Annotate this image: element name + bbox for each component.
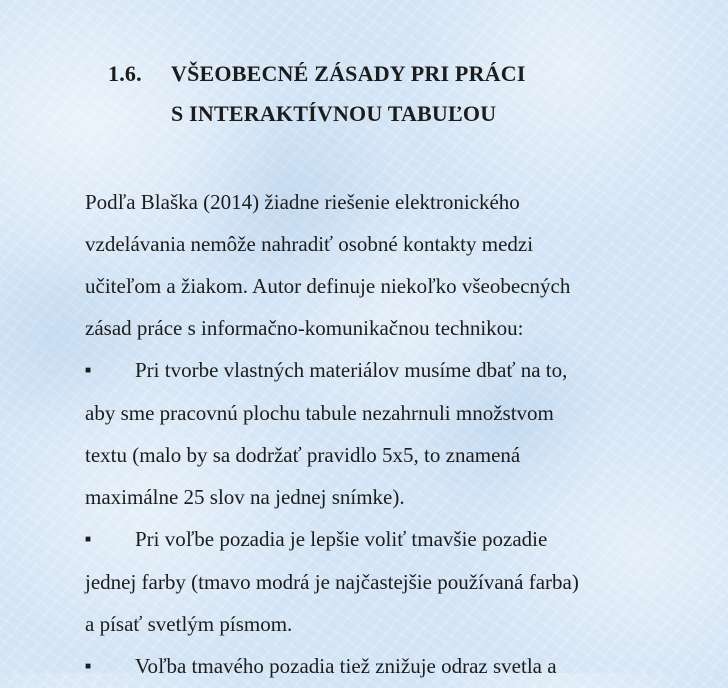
heading-line-1 [108,54,526,94]
section-heading [108,54,526,134]
section-number: 1.6. [108,61,142,86]
text-line: Podľa Blaška (2014) žiadne riešenie elektronického [85,190,520,214]
bullet-square-icon: ■ [85,661,92,672]
text-line: vzdelávania nemôže nahradiť osobné kontakty medzi [85,232,534,256]
text-line: maximálne 25 slov na jednej snímke). [85,485,405,509]
text-line: učiteľom a žiakom. Autor definuje niekoľko všeobecných [85,274,571,298]
text-line: aby sme pracovnú plochu tabule nezahrnuli množstvom [85,401,554,425]
bullet-text: Pri tvorbe vlastných materiálov musíme dbať na to, [135,358,568,382]
text-line: zásad práce s informačno-komunikačnou technikou: [85,316,524,340]
body-text [85,181,685,688]
text-line: textu (malo by sa dodržať pravidlo 5x5, to znamená [85,443,521,467]
bullet-text: Voľba tmavého pozadia tiež znižuje odraz svetla a [135,654,557,678]
bullet-item-3 [85,645,685,688]
heading-title-line-1: VŠEOBECNÉ ZÁSADY PRI PRÁCI [171,61,526,86]
bullet-item-2 [85,518,685,561]
text-line: a písať svetlým písmom. [85,612,293,636]
bullet-square-icon: ■ [85,365,92,376]
text-line: jednej farby (tmavo modrá je najčastejšie používaná farba) [85,570,579,594]
bullet-text: Pri voľbe pozadia je lepšie voliť tmavšie pozadie [135,527,548,551]
bullet-square-icon: ■ [85,534,92,545]
heading-title-line-2: S INTERAKTÍVNOU TABUĽOU [171,101,497,126]
bullet-item-1 [85,349,685,392]
